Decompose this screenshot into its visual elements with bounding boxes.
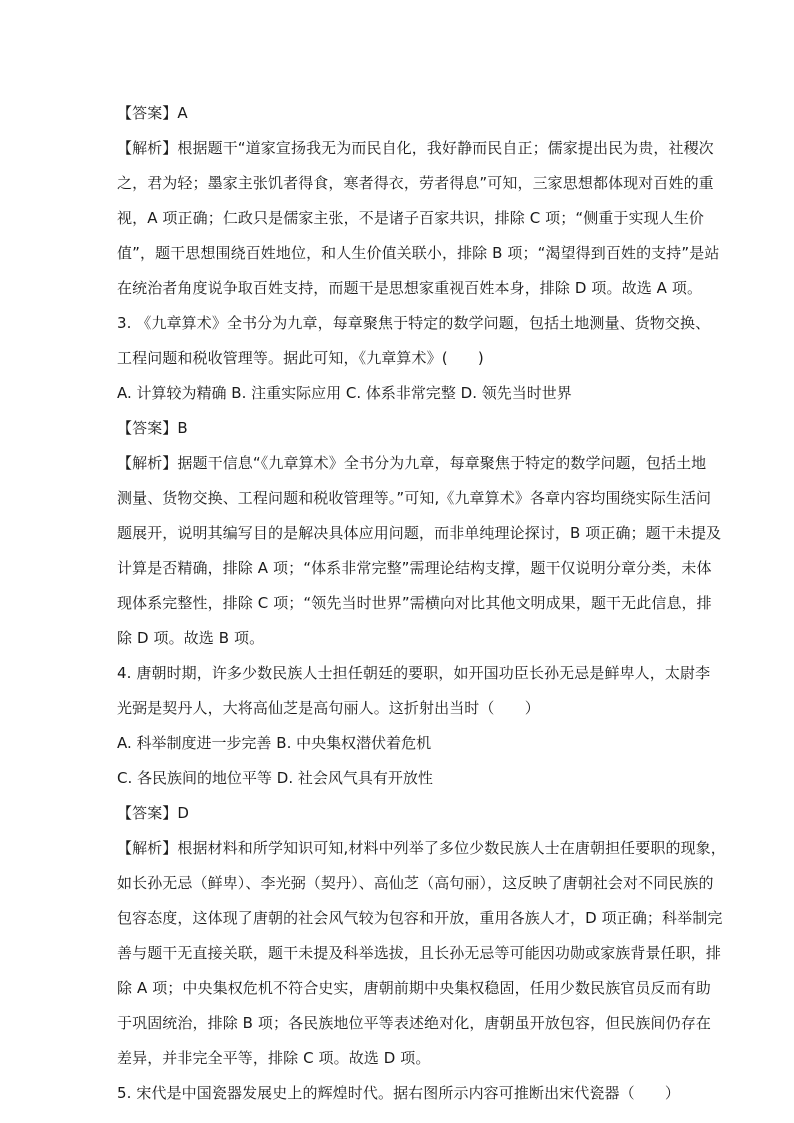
q4-answer: 【答案】D [117, 804, 190, 822]
q3-options: A. 计算较为精确 B. 注重实际应用 C. 体系非常完整 D. 领先当时世界 [117, 384, 572, 402]
q2-answer: 【答案】A [117, 104, 188, 122]
q4-stem-line: 4. 唐朝时期，许多少数民族人士担任朝廷的要职，如开国功臣长孙无忌是鲜卑人，太尉李 [117, 664, 711, 682]
q3-analysis-line: 【解析】据题干信息“《九章算术》全书分为九章，每章聚焦于特定的数学问题，包括土地 [117, 454, 707, 472]
q4-analysis-line: 善与题干无直接关联，题干未提及科举选拔，且长孙无忌等可能因功勋或家族背景任职，排 [117, 944, 722, 962]
q2-analysis-line: 值”，题干思想围绕百姓地位，和人生价值关联小，排除 B 项；“渴望得到百姓的支持”是站 [117, 244, 720, 262]
q3-stem-line: 3. 《九章算术》全书分为九章，每章聚焦于特定的数学问题，包括土地测量、货物交换、 [117, 314, 711, 332]
q4-options-row: A. 科举制度进一步完善 B. 中央集权潜伏着危机 [117, 734, 432, 752]
q4-analysis-line: 差异，并非完全平等，排除 C 项。故选 D 项。 [117, 1049, 431, 1067]
q2-analysis-line: 之，君为轻；墨家主张饥者得食，寒者得衣，劳者得息”可知，三家思想都体现对百姓的重 [117, 174, 714, 192]
page-content [117, 100, 726, 1107]
q4-analysis-line: 【解析】根据材料和所学知识可知,材料中列举了多位少数民族人士在唐朝担任要职的现象， [117, 839, 726, 857]
q3-stem-line: 工程问题和税收管理等。据此可知，《九章算术》( ) [117, 349, 484, 367]
q3-analysis-line: 除 D 项。故选 B 项。 [117, 629, 265, 647]
q3-answer: 【答案】B [117, 419, 188, 437]
q2-analysis-line: 【解析】根据题干“道家宣扬我无为而民自化，我好静而民自正；儒家提出民为贵，社稷次 [117, 139, 714, 157]
q4-analysis-line: 于巩固统治，排除 B 项；各民族地位平等表述绝对化，唐朝虽开放包容，但民族间仍存在 [117, 1014, 711, 1032]
q4-analysis-line: 除 A 项；中央集权危机不符合史实，唐朝前期中央集权稳固，任用少数民族官员反而有助 [117, 979, 711, 997]
q3-analysis-line: 计算是否精确，排除 A 项；“体系非常完整”需理论结构支撑，题干仅说明分章分类，未体 [117, 559, 712, 577]
q4-analysis-line: 如长孙无忌（鲜卑）、李光弼（契丹）、高仙芝（高句丽），这反映了唐朝社会对不同民族的 [117, 874, 714, 892]
q3-analysis-line: 题展开，说明其编写目的是解决具体应用问题，而非单纯理论探讨，B 项正确；题干未提及 [117, 524, 722, 542]
q4-options-row: C. 各民族间的地位平等 D. 社会风气具有开放性 [117, 769, 433, 787]
q2-analysis-line: 在统治者角度说争取百姓支持，而题干是思想家重视百姓本身，排除 D 项。故选 A 项。 [117, 279, 703, 297]
q3-analysis-line: 现体系完整性，排除 C 项；“领先当时世界”需横向对比其他文明成果，题干无此信息，排 [117, 594, 712, 612]
q4-stem-line: 光弼是契丹人，大将高仙芝是高句丽人。这折射出当时（ ） [117, 699, 540, 717]
q5-stem-line: 5. 宋代是中国瓷器发展史上的辉煌时代。据右图所示内容可推断出宋代瓷器（ ） [117, 1084, 680, 1102]
q3-analysis-line: 测量、货物交换、工程问题和税收管理等。”可知,《九章算术》各章内容均围绕实际生活问 [117, 489, 712, 507]
q4-analysis-line: 包容态度，这体现了唐朝的社会风气较为包容和开放，重用各族人才，D 项正确；科举制完 [117, 909, 723, 927]
q2-analysis-line: 视，A 项正确；仁政只是儒家主张，不是诸子百家共识，排除 C 项；“侧重于实现人生价 [117, 209, 705, 227]
